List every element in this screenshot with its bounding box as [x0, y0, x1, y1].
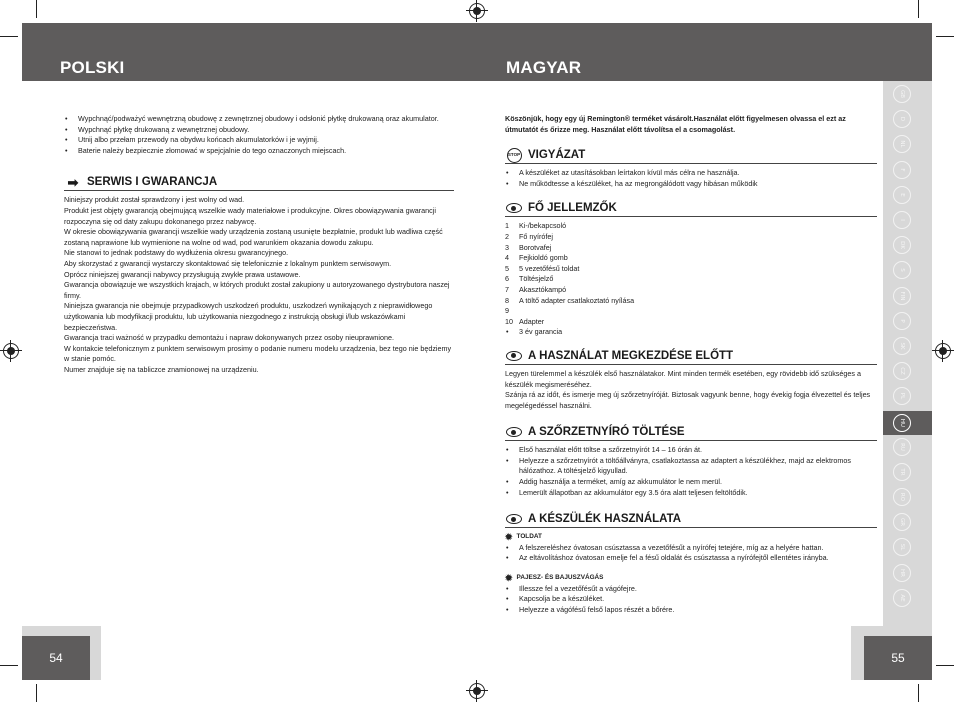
subheading-trimming	[505, 573, 877, 584]
left-column	[64, 114, 454, 375]
crop-mark	[36, 684, 37, 702]
page-number-right: 55	[864, 636, 932, 680]
eye-icon	[506, 514, 522, 524]
paragraph: Nie stanowi to jednak podstawy do wydłużenia okresu gwarancyjnego.	[64, 248, 289, 258]
language-tab-i[interactable]: I	[893, 211, 911, 229]
paragraph: W okresie obowiązywania gwarancji wszelkie wady urządzenia zostaną usunięte bezpłatnie, produkt lub wadliwa część zostaną naprawione lub wymienione na wolne od wad, pod warunkiem okazania dowodu zakupu.	[64, 227, 443, 247]
features-bullets	[505, 327, 877, 338]
section-heading-text: SERWIS I GWARANCJA	[87, 176, 218, 189]
paragraph: Oprócz niniejszej gwarancji nabywcy przysługują zwykłe prawa ustawowe.	[64, 269, 301, 279]
language-tab-hr[interactable]: HR	[893, 564, 911, 582]
subheading-toldat	[505, 532, 877, 543]
list-item: • Ne működtesse a készüléket, ha az megrongálódott vagy hibásan működik	[505, 179, 877, 190]
eye-icon	[506, 203, 522, 213]
feature-item	[505, 243, 877, 254]
paragraph: Niniejsza gwarancja nie obejmuje przypadkowych uszkodzeń produktu, uszkodzeń wynikających z nieprawidłowego użytkowania lub modyfikacji produktu, lub użytkowania niezgodnego z instrukcją obsługi i/lub wskazówkami bezpieczeństwa.	[64, 301, 433, 332]
language-tab-sk[interactable]: SK	[893, 337, 911, 355]
stop-icon: STOP	[507, 148, 522, 163]
subheading-text: PAJESZ- ÉS BAJUSZVÁGÁS	[516, 574, 604, 582]
paragraph: W kontakcie telefonicznym z punktem serwisowym prosimy o podanie numeru modelu urządzenia, bez tego nie będziemy w stanie pomóc.	[64, 343, 452, 364]
usage-list-1	[505, 543, 877, 564]
language-tab-nl[interactable]: NL	[893, 135, 911, 153]
list-item: • Első használat előtt töltse a szőrzetnyírót 14 – 16 órán át.	[505, 445, 877, 456]
list-item: • Illessze fel a vezetőfésűt a vágófejre.	[505, 584, 877, 595]
list-item: • Utnij albo przełam przewody na obydwu końcach akumulatorków i je wyjmij.	[64, 135, 454, 146]
list-item: • Addig használja a terméket, amíg az akkumulátor le nem merül.	[505, 477, 877, 488]
language-tab-f[interactable]: F	[893, 161, 911, 179]
feature-label: Borotvafej	[519, 242, 552, 252]
section-heading-text: A KÉSZÜLÉK HASZNÁLATA	[528, 512, 682, 525]
language-tab-dk[interactable]: DK	[893, 236, 911, 254]
list-item: • Wypchnąć płytkę drukowaną z wewnętrznej obudowy.	[64, 125, 454, 136]
feature-label: Akasztókampó	[519, 284, 567, 294]
feature-item	[505, 232, 877, 243]
feature-number: 2	[505, 231, 509, 241]
registration-mark-icon	[3, 343, 19, 359]
registration-mark-icon	[469, 3, 485, 19]
features-list	[505, 221, 877, 327]
list-item: • Az eltávolításhoz óvatosan emelje fel a fésű oldalát és csúsztassa a nyírófejtől ellentétes irányba.	[505, 553, 877, 564]
section-heading-getting-started	[505, 350, 877, 365]
language-tab-pl[interactable]: PL	[893, 387, 911, 405]
paragraph: Gwarancja traci ważność w przypadku demontażu i napraw dokonywanych przez osoby nieuprawnione.	[64, 333, 395, 343]
language-tab-fin[interactable]: FIN	[893, 287, 911, 305]
crop-mark	[918, 0, 919, 18]
feature-item	[505, 253, 877, 264]
list-item: • A felszereléshez óvatosan csúsztassa a vezetőfésűt a nyírófej tetejére, míg az a helyére hattan.	[505, 543, 877, 554]
paragraph: Szánja rá az időt, és ismerje meg új szőrzetnyíróját. Biztosak vagyunk benne, hogy évekig fogja élvezettel és teljes megelégedéssel használni.	[505, 390, 871, 410]
feature-number: 6	[505, 274, 509, 284]
language-tab-p[interactable]: P	[893, 312, 911, 330]
feature-number: 9	[505, 306, 509, 316]
feature-number: 8	[505, 295, 509, 305]
language-tab-gr[interactable]: GR	[893, 513, 911, 531]
intro-text: Köszönjük, hogy egy új Remington® terméket vásárolt.Használat előtt figyelmesen olvassa el ezt az útmutatót és őrizze meg. Használat előtt távolítsa el a csomagolást.	[505, 114, 846, 134]
feature-number: 5	[505, 263, 509, 273]
feature-item	[505, 296, 877, 307]
language-tab-ro[interactable]: RO	[893, 488, 911, 506]
usage-list-2	[505, 584, 877, 616]
crop-mark	[918, 684, 919, 702]
section-heading-features	[505, 202, 877, 217]
sun-icon: ✹	[505, 572, 513, 583]
language-tab-gb[interactable]: GB	[893, 85, 911, 103]
eye-icon	[506, 351, 522, 361]
section-heading-text: VIGYÁZAT	[528, 148, 586, 161]
feature-item	[505, 221, 877, 232]
feature-item	[505, 285, 877, 296]
feature-label: Adapter	[519, 316, 545, 326]
list-item: • A készüléket az utasításokban leírtakon kívül más célra ne használja.	[505, 168, 877, 179]
feature-number: 3	[505, 242, 509, 252]
list-item: • Helyezze a szőrzetnyírót a töltőállványra, csatlakoztassa az adaptert a készülékhez, majd az elektromos hálózathoz. A töltésjelző kigyullad.	[505, 456, 877, 477]
right-column	[505, 114, 877, 615]
feature-item	[505, 306, 877, 317]
section-heading-text: FŐ JELLEMZŐK	[528, 202, 617, 215]
feature-label: Ki-/bekapcsoló	[519, 221, 567, 231]
getting-started-paragraphs	[505, 369, 877, 411]
language-tab-cz[interactable]: CZ	[893, 362, 911, 380]
language-tab-ae[interactable]: AE	[893, 589, 911, 607]
section-heading-usage	[505, 513, 877, 528]
list-item: • Helyezze a vágófésű felső lapos részét a bőrére.	[505, 605, 877, 616]
crop-mark	[36, 0, 37, 18]
list-item: • Kapcsolja be a készüléket.	[505, 594, 877, 605]
feature-label: Fő nyírófej	[519, 231, 553, 241]
list-item: • Baterie należy bezpiecznie złomować w spejcjalnie do tego oznaczonych miejscach.	[64, 146, 454, 157]
feature-number: 7	[505, 284, 509, 294]
service-paragraphs	[64, 195, 454, 375]
paragraph: Aby skorzystać z gwarancji wystarczy skontaktować się telefonicznie z lokalnym punktem serwisowym.	[64, 258, 392, 268]
registration-mark-icon	[469, 683, 485, 699]
paragraph: Legyen türelemmel a készülék első használatakor. Mint minden termék esetében, egy rövidebb idő szükséges a készülék megismeréséhez.	[505, 368, 861, 389]
section-heading-service	[64, 176, 454, 191]
crop-mark	[0, 665, 18, 666]
page-title-right: MAGYAR	[506, 58, 582, 77]
feature-item	[505, 264, 877, 275]
feature-number: 4	[505, 253, 509, 263]
feature-label: 5 vezetőfésű toldat	[519, 263, 580, 273]
page-number-left: 54	[22, 636, 90, 680]
crop-mark	[936, 36, 954, 37]
sun-icon: ✹	[505, 532, 513, 543]
language-tab-ru[interactable]: RU	[893, 438, 911, 456]
paragraph: Niniejszy produkt został sprawdzony i jest wolny od wad.	[64, 195, 245, 205]
language-tab-d[interactable]: D	[893, 110, 911, 128]
language-tab-tr[interactable]: TR	[893, 463, 911, 481]
caution-list	[505, 168, 877, 189]
language-tab-sl[interactable]: SL	[893, 538, 911, 556]
crop-mark	[936, 665, 954, 666]
paragraph: Numer znajduje się na tabliczce znamionowej na urządzeniu.	[64, 364, 259, 374]
feature-item	[505, 274, 877, 285]
arrow-right-icon: ➡	[67, 174, 79, 190]
left-intro-list	[64, 114, 454, 156]
paragraph: Produkt jest objęty gwarancją obejmującą wszelkie wady materiałowe i produkcyjne. Okres obowiązywania gwarancji rozpoczyna się od daty zakupu dokonanego przez nabywcę.	[64, 205, 436, 226]
section-heading-caution	[505, 149, 877, 164]
paragraph: Gwarancja obowiązuje we wszystkich krajach, w których produkt został zakupiony u autoryzowanego dystrybutora naszej firmy.	[64, 280, 450, 300]
feature-item	[505, 317, 877, 328]
list-item: • Wypchnąć/podważyć wewnętrzną obudowę z zewnętrznej obudowy i odsłonić płytkę drukowaną oraz akumulator.	[64, 114, 454, 125]
list-item: • 3 év garancia	[505, 327, 877, 338]
crop-mark	[0, 36, 18, 37]
eye-icon	[506, 427, 522, 437]
feature-label: Töltésjelző	[519, 274, 554, 284]
subheading-text: TOLDAT	[516, 533, 542, 541]
section-heading-text: A SZŐRZETNYÍRÓ TÖLTÉSE	[528, 425, 685, 438]
registration-mark-icon	[935, 343, 951, 359]
charging-list	[505, 445, 877, 498]
list-item: • Lemerült állapotban az akkumulátor egy 3.5 óra alatt teljesen feltöltődik.	[505, 488, 877, 499]
section-heading-text: A HASZNÁLAT MEGKEZDÉSE ELŐTT	[528, 349, 734, 362]
section-heading-charging	[505, 426, 877, 441]
language-tab-e[interactable]: E	[893, 186, 911, 204]
language-tab-s[interactable]: S	[893, 261, 911, 279]
feature-number: 10	[505, 316, 513, 326]
feature-label: Fejkioldó gomb	[519, 253, 568, 263]
feature-number: 1	[505, 221, 509, 231]
language-tabs	[893, 85, 913, 614]
feature-label: A töltő adapter csatlakoztató nyílása	[519, 295, 635, 305]
page-title-left: POLSKI	[60, 58, 125, 77]
language-tab-active[interactable]: HU	[893, 414, 911, 432]
